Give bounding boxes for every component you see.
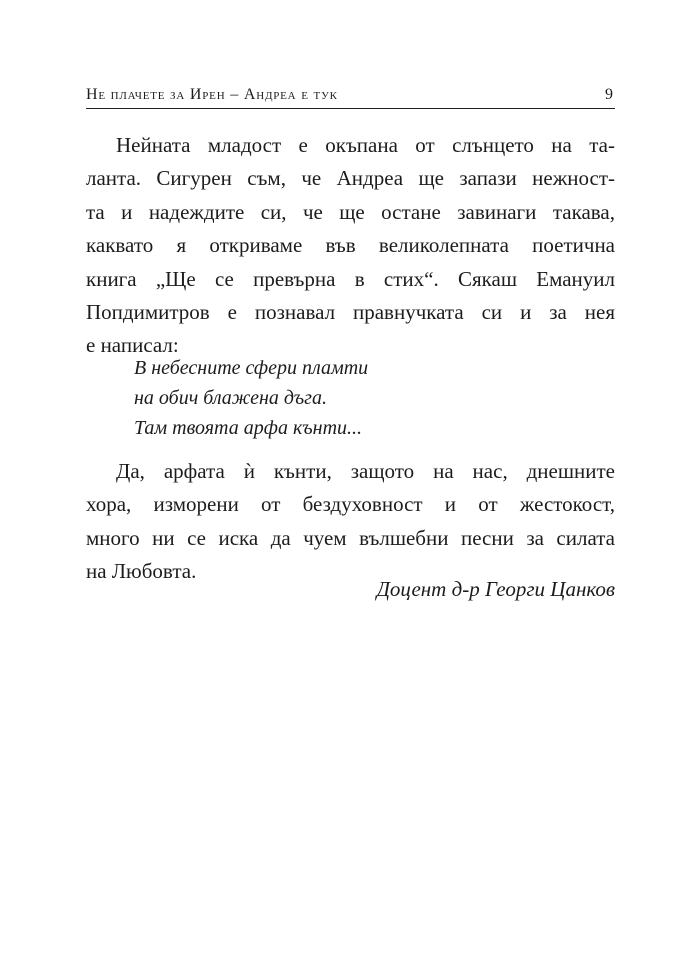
- poem-quote: [134, 353, 368, 443]
- paragraph-line: ланта. Сигурен съм, че Андреа ще запази нежност-: [86, 166, 615, 191]
- paragraph-line: Попдимитров е познавал правнучката си и за нея: [86, 300, 615, 325]
- paragraph-line: та и надеждите си, че ще остане завинаги такава,: [86, 199, 615, 224]
- paragraph-line: Да, арфата ѝ кънти, защото на нас, днешните: [116, 459, 615, 483]
- poem-line: Там твоята арфа кънти...: [134, 417, 363, 439]
- poem-line: В небесните сфери пламти: [134, 357, 369, 379]
- paragraph-line: каквато я откриваме във великолепната поетична: [86, 233, 615, 258]
- paragraph-line: Нейната младост е окъпана от слънцето на та-: [116, 133, 615, 157]
- paragraph-line: на Любовта.: [86, 559, 197, 584]
- poem-line: на обич блажена дъга.: [134, 387, 327, 409]
- paragraph-line: хора, изморени от бездуховност и от жестокост,: [86, 492, 615, 517]
- paragraph-line: много ни се иска да чуем вълшебни песни за силата: [86, 525, 615, 550]
- paragraph-1: [86, 129, 615, 363]
- paragraph-2: [86, 455, 615, 589]
- running-header-title: Не плачете за Ирен – Андреа е тук: [86, 86, 338, 103]
- page-number: 9: [605, 86, 613, 103]
- paragraph-line: е написал:: [86, 333, 179, 358]
- author-signature: Доцент д-р Георги Цанков: [376, 577, 615, 601]
- paragraph-line: книга „Ще се превърна в стих“. Сякаш Емануил: [86, 266, 615, 291]
- running-header: [86, 84, 615, 109]
